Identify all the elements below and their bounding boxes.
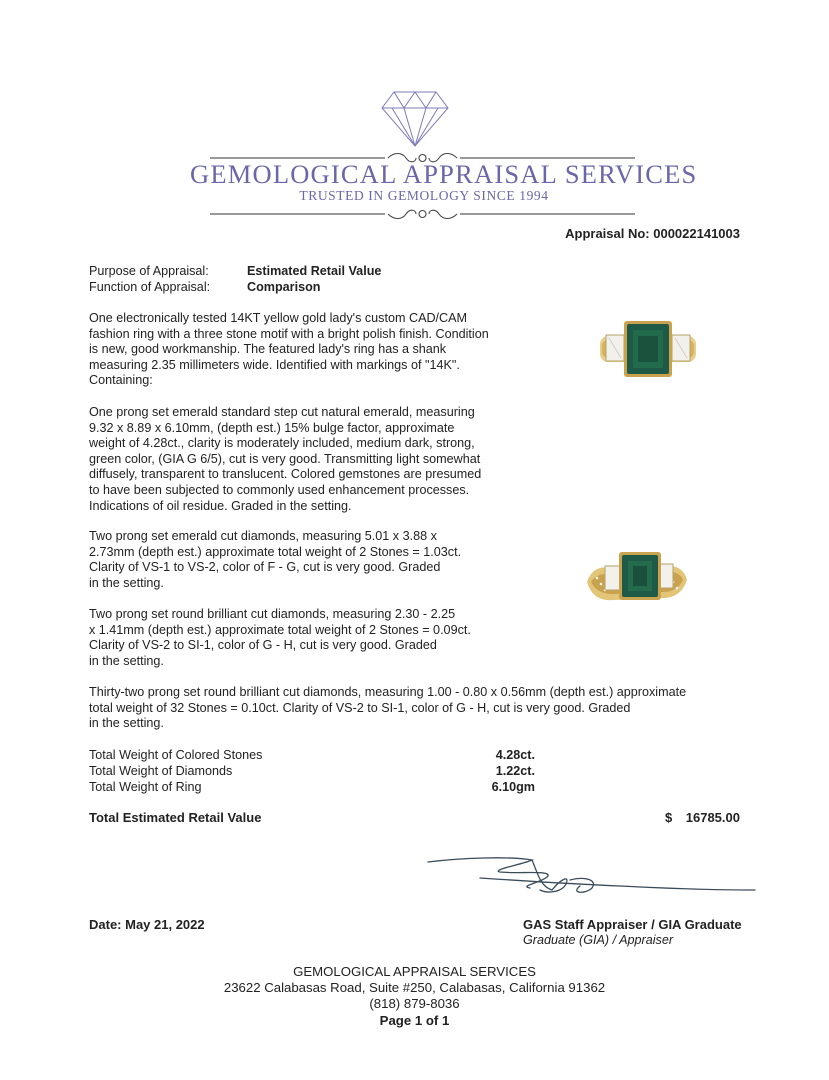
ring-top-view-image xyxy=(598,318,698,385)
total-ring-weight-value: 6.10gm xyxy=(491,780,535,794)
round-diamonds-paragraph: Two prong set round brilliant cut diamonds, measuring 2.30 - 2.25 x 1.41mm (depth est.) approximate total weight of 2 Stones = 0.09ct. Clarity of VS-2 to SI-1, color of G - H, cut is very good. Graded in the setting. xyxy=(89,607,471,668)
function-value: Comparison xyxy=(247,280,321,294)
company-name-logo: GEMOLOGICAL APPRAISAL SERVICES xyxy=(190,159,698,189)
appraiser-title: GAS Staff Appraiser / GIA Graduate xyxy=(523,917,742,932)
estimated-retail-value-currency: $ xyxy=(665,810,673,825)
total-diamonds-label: Total Weight of Diamonds xyxy=(89,764,233,778)
estimated-retail-value-amount: 16785.00 xyxy=(685,810,740,825)
total-diamonds-value: 1.22ct. xyxy=(495,764,535,778)
footer-address: 23622 Calabasas Road, Suite #250, Calabasas, California 91362 xyxy=(223,980,606,995)
purpose-value: Estimated Retail Value xyxy=(247,264,382,278)
appraisal-date: Date: May 21, 2022 xyxy=(89,917,205,932)
footer-phone: (818) 879-8036 xyxy=(369,996,460,1011)
ring-description-paragraph: One electronically tested 14KT yellow gold lady's custom CAD/CAM fashion ring with a three stone motif with a bright polish finish. Condition is new, good workmanship. The featured lady's ring has a shank measuring 2.35 millimeters wide. Identified with markings of "14K". Containing: xyxy=(89,311,489,388)
total-ring-weight-label: Total Weight of Ring xyxy=(89,780,202,794)
diamond-logo-icon xyxy=(380,90,450,153)
total-colored-stones-value: 4.28ct. xyxy=(495,748,535,762)
emerald-cut-diamonds-paragraph: Two prong set emerald cut diamonds, measuring 5.01 x 3.88 x 2.73mm (depth est.) approximate total weight of 2 Stones = 1.03ct. Clarity of VS-1 to VS-2, color of F - G, cut is very good. Graded in the setting. xyxy=(89,529,462,590)
total-colored-stones-label: Total Weight of Colored Stones xyxy=(89,748,263,762)
ring-side-view-image xyxy=(583,548,691,623)
footer-page-number: Page 1 of 1 xyxy=(379,1013,450,1028)
purpose-label: Purpose of Appraisal: xyxy=(89,264,209,278)
appraiser-subtitle: Graduate (GIA) / Appraiser xyxy=(523,933,674,947)
appraisal-number: Appraisal No: 000022141003 xyxy=(565,226,740,241)
function-label: Function of Appraisal: xyxy=(89,280,211,294)
small-diamonds-paragraph: Thirty-two prong set round brilliant cut diamonds, measuring 1.00 - 0.80 x 0.56mm (depth est.) approximate total weight of 32 Stones = 0.10ct. Clarity of VS-2 to SI-1, color of G - H, cut is very good. Graded in the setting. xyxy=(89,685,687,731)
emerald-description-paragraph: One prong set emerald standard step cut natural emerald, measuring 9.32 x 8.89 x 6.10mm, (depth est.) 15% bulge factor, approximate weight of 4.28ct., clarity is moderately included, medium dark, strong, green color, (GIA G 6/5), cut is very good. Transmitting light somewhat diffusely, transparent to translucent. Colored gemstones are presumed to have been subjected to commonly used enhancement processes. Indications of oil residue. Graded in the setting. xyxy=(89,405,482,513)
estimated-retail-value-label: Total Estimated Retail Value xyxy=(89,810,262,825)
appraiser-signature xyxy=(420,850,760,915)
company-tagline: TRUSTED IN GEMOLOGY SINCE 1994 xyxy=(299,188,549,203)
footer-company-name: GEMOLOGICAL APPRAISAL SERVICES xyxy=(293,964,536,979)
ornamental-rule-bottom xyxy=(210,203,635,225)
